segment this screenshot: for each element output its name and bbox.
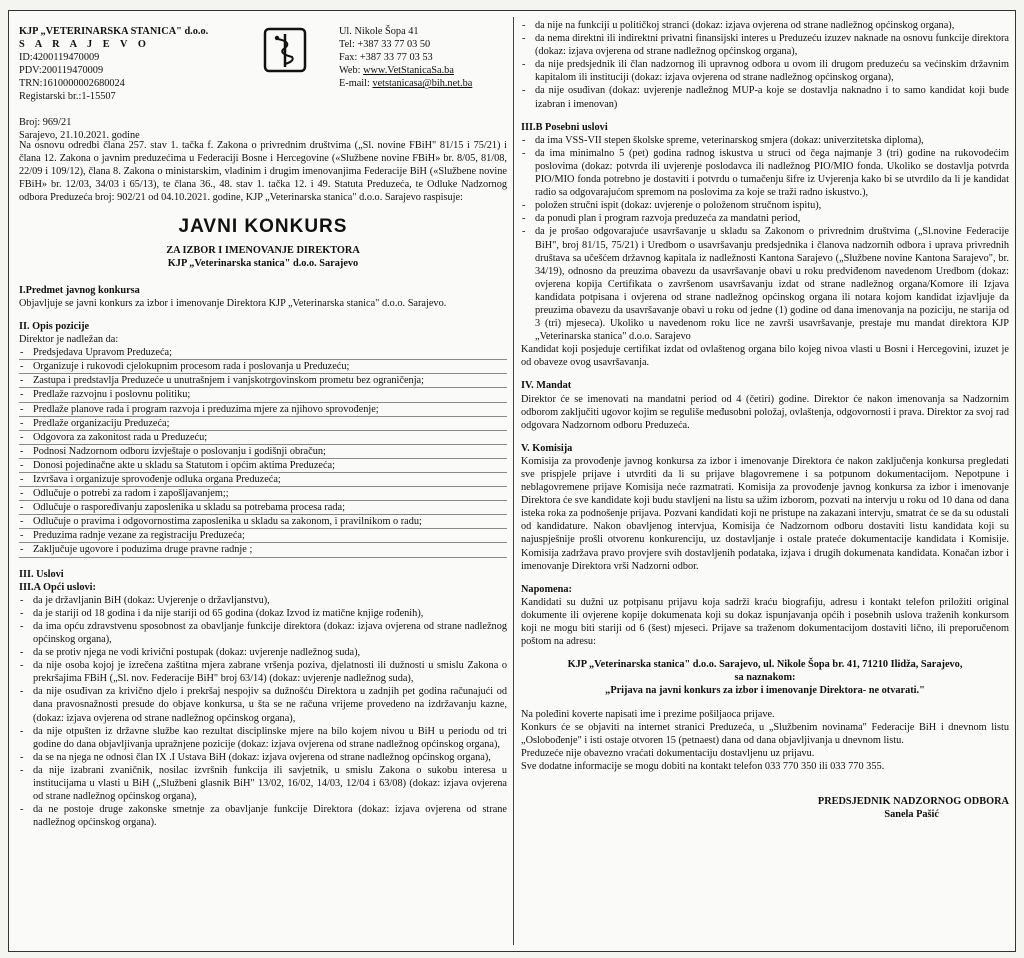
section-4-text: Direktor će se imenovati na mandatni period od 4 (četiri) godine. Direktor će nakon imenovanja sa Nadzornim odborom zaključiti ugovor kojim se reguliše međusobni položaj, ovlaštenja, odgovornosti i prava. Direktor za svoj rad odgovara Nadzornom odboru Preduzeća. (521, 393, 1009, 431)
company-id: ID:4200119470009 (19, 52, 100, 64)
document-page (8, 10, 1016, 952)
section-3a-heading: III.A Opći uslovi: (19, 581, 96, 593)
company-web-row (339, 64, 519, 77)
general-conditions-list (19, 594, 507, 830)
list-item: - da se protiv njega ne vodi krivični postupak (dokaz: uvjerenje nadležnog suda), (19, 646, 507, 659)
list-item: - Podnosi Nadzornom odboru izvještaje o poslovanju i godišnji obračun; (19, 445, 507, 459)
company-web-link[interactable]: www.VetStanicaSa.ba (363, 65, 454, 77)
napomena-line-3: Preduzeće nije obavezno vraćati dokumentaciju dostavljenu uz prijavu. (521, 747, 815, 759)
list-item: - da ponudi plan i program razvoja preduzeća za mandatni period, (521, 212, 1009, 225)
list-item: - da nije osoba kojoj je izrečena zaštitna mjera zabrane vršenja poziva, djelatnosti ili dužnosti u smislu Zakona o prekršajima FBiH („Sl. nov. Federacije BiH" broj 63/14) (dokaz: uvjerenje nadležnog suda), (19, 659, 507, 685)
company-email-link[interactable]: vetstanicasa@bih.net.ba (372, 78, 473, 90)
mail-address-1: KJP „Veterinarska stanica" d.o.o. Sarajevo, ul. Nikole Šopa br. 41, 71210 Ilidža, Sarajevo, (567, 659, 963, 671)
napomena-heading: Napomena: (521, 583, 572, 595)
list-item: - da ima opću zdravstvenu sposobnost za obavljanje funkcije direktora (dokaz: izjava ovjerena od strane nadležnog općinskog organa), (19, 620, 507, 646)
list-item: - Zastupa i predstavlja Preduzeće u unutrašnjem i vanjskotrgovinskom prometu bez ograničenja; (19, 374, 507, 388)
list-item: - da nije izabrani zvaničnik, nosilac izvršnih funkcija ili savjetnik, u smislu Zakona o sukobu interesa u institucijama u vlasti u BiH („Službeni glasnik BiH" 13/02, 16/02, 14/03, 12/04 i 63/08) (dokaz: izjava ovjerena od strane nadležnog općinskog organa), (19, 764, 507, 803)
section-5-text: Komisija za provođenje javnog konkursa za izbor i imenovanje Direktora će nakon zaključenja konkursa pregledati sve prispjele prijave i utvrditi da li su prijave blagovremene i sa potpunom dokumentacijom. Nepotpune i neblagovremene prijave Komisija neće razmatrati. Komisija za provođenje javnog konkursa za izbor i imenovanje Direktora će sve kandidate koji budu stavljeni na listu sa užim izborom, pozvati na intervju u roku od 10 dana od dana isteka roka za podnošenje prijava. Pozvani kandidati koji ne pristupe na zakazani intervju, smatrat će se da su odustali od kandidature. Nakon obavljenog intervjua, Komisija će Nadzornom odboru dostaviti listu kandidata koji su najuspješnije prošli otvorenu konkurenciju, uz dostavljanje i ostale prateće dokumentacije kandidata i Komisije. Komisija zadržava pravo provjere svih dostavljenih podataka, izjava i drugih dokumenata kandidata. Konačan izbor i imenovanje Direktora vrši Nadzorni odbor. (521, 455, 1009, 572)
column-divider (513, 17, 514, 945)
list-item: - Donosi pojedinačne akte u skladu sa Statutom i općim aktima Preduzeća; (19, 459, 507, 473)
section-2-lead: Direktor je nadležan da: (19, 334, 119, 346)
signature-name: Sanela Pašić (884, 809, 939, 821)
signature-role: PREDSJEDNIK NADZORNOG ODBORA (817, 795, 1009, 807)
letterhead (19, 25, 507, 139)
doc-date: Sarajevo, 21.10.2021. godine (19, 129, 140, 141)
list-item: - da nije predsjednik ili član nadzornog ili upravnog odbora u ovom ili drugom preduzeću sa većinskim državnim kapitalom ili instituciji (dokaz: izjava ovjerena od strane nadležnog općinskog organa), (521, 58, 1009, 84)
doc-number: Broj: 969/21 (19, 116, 72, 128)
list-item: - da nije otpušten iz državne službe kao rezultat disciplinske mjere na bilo kojem nivou u BiH u periodu od tri godine do dana objavljivanja upražnjene pozicije (dokaz: izjava ovjerena od strane nadležnog općinskog organa), (19, 725, 507, 751)
company-address: Ul. Nikole Šopa 41 (339, 26, 419, 37)
company-reg: Registarski br.:1-15507 (19, 91, 116, 103)
letterhead-right (339, 25, 519, 90)
company-tel: Tel: +387 33 77 03 50 (339, 39, 431, 51)
list-item: - da je stariji od 18 godina i da nije stariji od 65 godina (dokaz Izvod iz matične knjige rođenih), (19, 607, 507, 620)
doc-subtitle-1: ZA IZBOR I IMENOVANJE DIREKTORA (166, 244, 360, 256)
veterinary-caduceus-logo-icon (263, 27, 307, 73)
company-city: S A R A J E V O (19, 39, 150, 51)
napomena-line-2: Konkurs će se objaviti na internet stranici Preduzeća, u „Službenim novinama" Federacije BiH i dnevnom listu „Oslobođenje" i isti ostaje otvoren 15 (petnaest) dana od dana objavljivanja u dnevnom listu. (521, 721, 1009, 746)
section-3-heading: III. Uslovi (19, 568, 64, 580)
napomena-line-1: Na poleđini koverte napisati ime i prezime pošiljaoca prijave. (521, 708, 775, 720)
list-item: - da se na njega ne odnosi član IX .I Ustava BiH (dokaz: izjava ovjerena od strane nadležnog općinskog organa), (19, 751, 507, 764)
letterhead-left (19, 25, 229, 142)
list-item: - da je državljanin BiH (dokaz: Uvjerenje o državljanstvu), (19, 594, 507, 607)
doc-subtitle-2: KJP „Veterinarska stanica" d.o.o. Sarajevo (167, 257, 359, 269)
list-item: - da ima minimalno 5 (pet) godina radnog iskustva u struci od čega najmanje 3 (tri) godine na rukovodećim poslovima (dokaz: potvrda ili uvjerenje poslodavca ili nadležnog PIO/MIO fonda. Ukoliko se dostavlja potvrda PIO/MIO fonda potrebno je dostaviti i potvrdu o tumačenju šifre iz Uvjerenja kako bi se utvrdilo da li je kandidat radio sa odgovarajućom spremom na poslovima za koje se traži radno iskustvo.), (521, 147, 1009, 199)
company-pdv: PDV:200119470009 (19, 65, 104, 77)
company-email-row (339, 77, 519, 90)
email-label: E-mail: (339, 78, 373, 90)
list-item: - položen stručni ispit (dokaz: uvjerenje o položenom stručnom ispitu), (521, 199, 1009, 212)
section-2-heading: II. Opis pozicije (19, 320, 90, 332)
list-item: - da nije na funkciji u političkoj stranci (dokaz: izjava ovjerena od strane nadležnog općinskog organa), (521, 19, 1009, 32)
list-item: - da nije osuđivan (dokaz: uvjerenje nadležnog MUP-a koje se dostavlja naknadno i to samo kandidat koji bude izabran i imenovan) (521, 84, 1009, 110)
mail-address-2: sa naznakom: (734, 672, 796, 684)
duties-list (19, 346, 507, 557)
intro-paragraph: Na osnovu odredbi člana 257. stav 1. tačka f. Zakona o privrednim društvima („Sl. novine FBiH" 81/15 i 75/21) i člana 12. Zakona o javnim preduzećima u Federaciji Bosne i Hercegovine («Službene novine FBiH» br. 8/05, 81/08, 22/09 i 109/12), člana 8. Zakona o ministarskim, vladinim i drugim imenovanjima Federacije BiH («Službene novine FBiH» br. 12/03, 34/03 i 65/13), te člana 36., 48. stav 1. tačka 12. i 49. Statuta Preduzeća, te Odluke Nadzornog odbora Preduzeća broj: 902/21 od 04.10.2021. godine, KJP „Veterinarska stanica" d.o.o. Sarajevo raspisuje: (19, 140, 507, 204)
list-item: - Zaključuje ugovore i poduzima druge pravne radnje ; (19, 543, 507, 557)
mail-address-3: „Prijava na javni konkurs za izbor i imenovanje Direktora- ne otvarati." (605, 685, 925, 697)
right-column (521, 19, 1009, 821)
napomena-line-4: Sve dodatne informacije se mogu dobiti na kontakt telefon 033 770 350 ili 033 770 355. (521, 760, 885, 772)
section-1-text: Objavljuje se javni konkurs za izbor i imenovanje Direktora KJP „Veterinarska stanica" d.o.o. Sarajevo. (19, 297, 447, 309)
list-item: - da ne postoje druge zakonske smetnje za obavljanje funkcije Direktora (dokaz: izjava ovjerena od strane nadležnog općinskog organa). (19, 803, 507, 829)
section-3b-heading: III.B Posebni uslovi (521, 121, 608, 133)
list-item: - da ima VSS-VII stepen školske spreme, veterinarskog smjera (dokaz: univerzitetska diploma), (521, 134, 1009, 147)
list-item: - Odlučuje o potrebi za radom i zapošljavanjem;; (19, 487, 507, 501)
napomena-text: Kandidati su dužni uz potpisanu prijavu koja sadrži kraću biografiju, adresu i kontakt telefon priložiti original dokumente ili ovjerene kopije dokumenata koji su dokaz ispunjavanja općih i posebnih uslova traženih konkursom koji ne mogu biti stariji od 6 (šest) mjeseci. Prijave sa traženom dokumentacijom dostaviti lično, ili preporučenom poštom na adresu: (521, 596, 1009, 648)
certificate-note: Kandidat koji posjeduje certifikat izdat od ovlaštenog organa bilo kojeg nivoa vlasti u Bosni i Hercegovini, izuzet je od obaveze ovog usavršavanja. (521, 344, 1009, 369)
list-item: - Odgovora za zakonitost rada u Preduzeću; (19, 431, 507, 445)
web-label: Web: (339, 65, 364, 77)
general-conditions-list-continued (521, 19, 1009, 111)
list-item: - Izvršava i organizuje sprovođenje odluka organa Preduzeća; (19, 473, 507, 487)
company-trn: TRN:1610000002680024 (19, 78, 125, 90)
section-1-heading: I.Predmet javnog konkursa (19, 284, 140, 296)
list-item: - Organizuje i rukovodi cjelokupnim procesom rada i poslovanja u Preduzeću; (19, 360, 507, 374)
section-4-heading: IV. Mandat (521, 380, 572, 392)
section-5-heading: V. Komisija (521, 442, 573, 454)
company-name: KJP „VETERINARSKA STANICA" d.o.o. (19, 26, 209, 37)
list-item: - Predlaže planove rada i program razvoja i preduzima mjere za njihovo sprovođenje; (19, 403, 507, 417)
list-item: - da nema direktni ili indirektni privatni finansijski interes u Preduzeću izuzev naknade na osnovu funkcije direktora (dokaz: izjava ovjerena od strane nadležnog općinskog organa), (521, 32, 1009, 58)
special-conditions-list (521, 134, 1009, 344)
list-item: - Odlučuje o raspoređivanju zaposlenika u skladu sa potrebama procesa rada; (19, 501, 507, 515)
left-column (19, 25, 507, 829)
list-item: - Predlaže razvojnu i poslovnu politiku; (19, 388, 507, 402)
list-item: - Odlučuje o pravima i odgovornostima zaposlenika u skladu sa zakonom, i pravilnikom o radu; (19, 515, 507, 529)
doc-title: JAVNI KONKURS (178, 216, 348, 238)
list-item: - da je prošao odgovarajuće usavršavanje u skladu sa Zakonom o privrednim društvima („Sl.novine Federacije BiH", broj 81/15, 75/21) i Uredbom o usavršavanju predsjednika i članova nadzornih odbora i uprava privrednih društava sa učešćem državnog kapitala iz nadležnosti Kantona Sarajevo („Službene novine Kantona Sarajevo", br. 34/19), odnosno da preuzima obavezu da usavršavanje obavi u roku predviđenom navedenom Uredbom (dokaz: ovjerena kopija Certifikata o završenom usavršavanju izdat od strane nadležnog organa/Komore ili Izjava kandidata potpisana i ovjerena od strane nadležnog općinskog organa ili notara kojom kandidat izjavljuje da preuzima obavezu da usavršavanje obavi u roku od jedne (1) godine od dana imenovanja na poziciju, ne starija od 3 (tri) mjeseca). Ukoliko u navedenom roku lice ne završi usavršavanje, prestaje mu mandat direktora KJP „Veterinarska stanica" d.o.o. Sarajevo (521, 225, 1009, 343)
list-item: - Predsjedava Upravom Preduzeća; (19, 346, 507, 360)
list-item: - da nije osuđivan za krivično djelo i prekršaj nespojiv sa dužnošću Direktora u zadnjih pet godina računajući od dana pravosnažnosti presude do objave konkursa, u šta se ne računa vrijeme provedeno na izdržavanju kazne, (dokaz: izjava ovjerena od strane nadležnog općinskog organa), (19, 685, 507, 724)
list-item: - Predlaže organizaciju Preduzeća; (19, 417, 507, 431)
company-fax: Fax: +387 33 77 03 53 (339, 52, 433, 64)
list-item: - Preduzima radnje vezane za registraciju Preduzeća; (19, 529, 507, 543)
